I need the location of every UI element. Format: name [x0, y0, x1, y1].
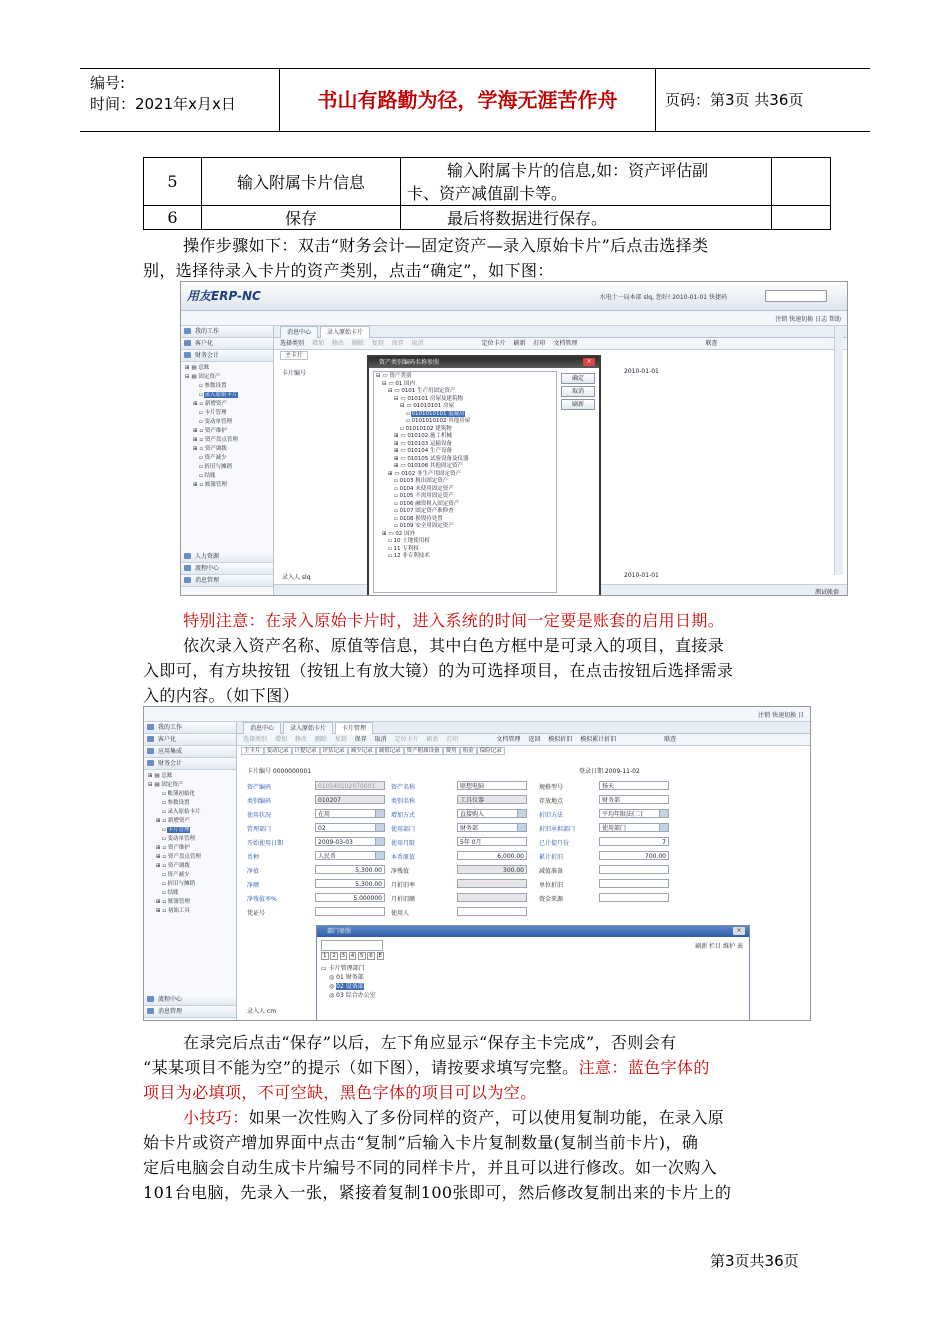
field-label: 净残值率% [247, 896, 277, 903]
search-icon[interactable] [517, 810, 526, 817]
dep-cost-dept-field[interactable]: 使用部门 [599, 823, 669, 832]
nav-tree [144, 770, 236, 916]
tree-node[interactable]: ⊟ ▭ 资产类别 [376, 373, 412, 379]
tree-node[interactable]: ▫ 0101010102 其他房屋 [406, 418, 471, 424]
field-label: 资产编码 [247, 784, 272, 791]
tab-enter-card[interactable]: 录入原始卡片 [283, 722, 333, 734]
tree-node[interactable]: ⊞ ▫ 资产盘点管理 [193, 437, 238, 443]
screenshot-select-category [180, 281, 848, 596]
field-label: 资金来源 [539, 896, 564, 903]
level-buttons [321, 953, 384, 959]
tree-node[interactable]: ▫ 账簿初始化 [162, 791, 195, 797]
tree-node[interactable]: ⊟ ▭ 01010101 房屋 [400, 403, 455, 409]
field-label: 已计提月份 [539, 840, 570, 847]
recorder-label: 录入人 cm [247, 1008, 277, 1015]
close-icon[interactable]: × [733, 927, 745, 935]
tree-node[interactable]: ⊞ ▭ 010105 试验设备及仪器 [394, 455, 469, 462]
field-label: 增加方式 [391, 812, 416, 819]
nav-customize[interactable]: 客户化 [181, 338, 273, 350]
refresh-button[interactable]: 刷新 [561, 399, 595, 410]
acc-dep-field[interactable]: 700.00 [599, 851, 669, 860]
tab-card-management[interactable]: 卡片管理 [335, 722, 373, 734]
impairment-field[interactable] [599, 865, 669, 874]
print-button[interactable]: 打印 [446, 736, 459, 743]
tree-node[interactable]: ▫ 参数设置 [199, 383, 227, 389]
tree-node[interactable]: ⊞ ▫ 资产盘点管理 [156, 854, 201, 860]
tree-node[interactable]: ▫ 变动单管理 [199, 419, 232, 425]
dialog-title: 部门参照 × [317, 926, 749, 937]
tab-strip [237, 722, 810, 734]
field-label: 单位折旧 [539, 882, 564, 889]
add-method-field[interactable]: 直接购入 [457, 809, 527, 818]
simulate-acc-dep-button[interactable]: 模拟累计折旧 [580, 736, 617, 743]
refresh-button[interactable]: 刷新 [426, 736, 439, 743]
search-icon[interactable] [375, 810, 384, 817]
department-dialog [316, 925, 750, 1021]
tree-node[interactable]: ▭ 卡片管理部门 [321, 965, 365, 972]
header-page-label: 页码：第3页 共36页 [665, 91, 804, 109]
status-text: 测试帐套 [814, 589, 839, 596]
tree-node[interactable]: ⊞ ▭ 010103 运输设备 [394, 440, 453, 447]
search-icon[interactable] [659, 810, 668, 817]
currency-field[interactable]: 人民币 [315, 851, 385, 860]
nav-hr[interactable]: 人力资源 [181, 551, 273, 563]
location-field[interactable]: 财务部 [599, 795, 669, 804]
header-meta [80, 69, 280, 131]
locate-card-button[interactable]: 定位卡片 [481, 340, 506, 347]
scrollbar[interactable] [834, 326, 843, 575]
nav-process-center[interactable]: 流程中心 [144, 994, 236, 1006]
table-row [144, 158, 831, 206]
tree-node[interactable]: ⊞ ▫ 资产调拨 [156, 863, 190, 869]
top-actions-bar [144, 707, 810, 722]
field-label: 折旧方法 [539, 812, 564, 819]
subtab[interactable]: 减少记录 [348, 747, 376, 755]
tree-node[interactable]: ▫ 0104 未使用固定资产 [394, 485, 454, 492]
tab-main-card[interactable]: 主卡片 [280, 351, 308, 360]
paragraph-steps-intro: 操作步骤如下：双击“财务会计—固定资产—录入原始卡片”后点击选择类 别，选择待录入卡片的资产类别，点击“确定”，如下图： [143, 236, 709, 280]
card-subtabs [237, 746, 810, 757]
search-icon[interactable] [375, 852, 384, 859]
action-toolbar [237, 734, 810, 746]
level-button[interactable]: 6 [369, 953, 373, 959]
dept-tree [321, 964, 376, 1000]
left-nav [144, 722, 237, 1020]
print-button[interactable]: 打印 [533, 340, 546, 347]
tree-node[interactable]: ▫ 资产减少 [162, 872, 190, 878]
nav-finance[interactable]: 财务会计 [144, 758, 236, 770]
category-name-field: 工具仪器 [457, 795, 527, 804]
tree-node[interactable]: ▫ 资产减少 [199, 455, 227, 461]
tree-node[interactable]: ⊞ ▫ 账簿管理 [156, 899, 190, 905]
page-footer: 第3页共36页 [710, 1252, 799, 1270]
app-topbar [181, 282, 847, 311]
tree-node[interactable]: ⊟ ▭ 0101 生产用固定资产 [388, 388, 456, 394]
tree-node[interactable]: ▫ 卡片管理 [199, 410, 227, 416]
tree-node[interactable]: ◎ 01 财务部 [329, 974, 364, 981]
level-button[interactable]: 3 [341, 953, 345, 959]
select-category-button[interactable]: 选择类别 [280, 340, 305, 347]
subtab[interactable]: 资产附属设备 [404, 747, 443, 755]
level-button[interactable]: 2 [332, 953, 336, 959]
nav-app-integration[interactable]: 应用集成 [144, 746, 236, 758]
tree-node[interactable]: ⊞ ▫ 资产调拨 [193, 446, 227, 452]
step-number: 5 [144, 158, 202, 206]
nav-messages[interactable]: 消息管理 [181, 575, 273, 587]
asset-name-field[interactable]: 联想电脑 [457, 781, 527, 790]
action-toolbar [274, 338, 847, 350]
fund-source-field[interactable] [599, 893, 669, 902]
tree-node[interactable]: ⊟ ▤ 固定资产 [148, 782, 184, 788]
tree-node[interactable]: ⊞ ▫ 账簿管理 [193, 482, 227, 488]
tree-node[interactable]: ▫ 0107 固定资产准修查 [394, 508, 454, 514]
tab-enter-card[interactable]: 录入原始卡片 [320, 326, 370, 338]
cancel-button[interactable]: 取消 [374, 736, 387, 743]
tree-node[interactable]: ⊞ ▫ 新增资产 [156, 818, 190, 824]
tree-node[interactable]: ▫ 01010102 建筑物 [400, 425, 452, 432]
tree-node[interactable]: ▫ 0106 融资租入固定资产 [394, 500, 460, 507]
add-button[interactable]: 增加 [274, 736, 287, 743]
level-button[interactable]: E [378, 953, 382, 959]
field-label: 折旧承担部门 [539, 826, 576, 833]
net-amount-field[interactable]: 5,300.00 [315, 879, 385, 888]
use-dept-field[interactable]: 财务部 [457, 823, 527, 832]
step-description: 最后将数据进行保存。 [401, 206, 772, 230]
quick-code-input[interactable] [765, 290, 827, 302]
category-dialog [367, 355, 601, 596]
level-button[interactable]: 5 [360, 953, 364, 959]
paragraph-tip: 小技巧：如果一次性购入了多份同样的资产，可以使用复制功能，在录入原 始卡片或资产增加界面中点击“复制”后输入卡片复制数量(复制当前卡片)，确 定后电脑会自动生成卡片编号不同的同样卡片，并且可以进行修改。如一次购入 101台电脑，先录入一张，紧接着复制100张即可，然后修改复制出来的卡片上的 [143, 1108, 732, 1202]
time-label: 时间：2021年x月x日 [90, 95, 236, 113]
tree-node[interactable]: ▫ 0109 安全用固定资产 [394, 523, 454, 529]
date-value: 2010-01-01 [624, 368, 659, 375]
tree-node[interactable]: ⊞ ▤ 总账 [148, 773, 173, 779]
reg-date-label: 登录日期 2009-11-02 [579, 768, 640, 775]
select-category-button[interactable]: 选择类别 [243, 736, 268, 743]
steps-table [143, 157, 831, 230]
subtab[interactable]: 保险记录 [477, 747, 505, 755]
copy-button[interactable]: 复制 [334, 736, 347, 743]
tree-node[interactable]: ▫ 录入原始卡片 [199, 392, 238, 398]
chevron-down-icon[interactable] [659, 824, 668, 831]
mgmt-dept-field[interactable]: 02 [315, 823, 385, 832]
top-actions[interactable]: 注销 快速切换 日 [758, 712, 804, 719]
monthly-dep-field [457, 893, 527, 902]
field-label: 凭证号 [247, 910, 266, 917]
step-note [772, 158, 831, 206]
level-button[interactable]: 4 [350, 953, 355, 959]
subtab[interactable]: 计提记录 [292, 747, 320, 755]
subtab[interactable]: 评估记录 [320, 747, 348, 755]
original-value-field[interactable]: 6,000.00 [457, 851, 527, 860]
field-label: 月折旧额 [391, 896, 416, 903]
tree-node[interactable]: ⊟ ▤ 固定资产 [185, 374, 221, 380]
tree-node[interactable]: ◎ 03 综合办公室 [329, 992, 376, 999]
tab-strip [274, 326, 847, 338]
tree-node[interactable]: ▫ 折旧与摊销 [199, 464, 232, 470]
field-label: 减值准备 [539, 868, 564, 875]
screenshot-card-entry [143, 706, 811, 1021]
field-label: 币种 [247, 854, 260, 861]
note-login-date: 特别注意：在录入原始卡片时，进入系统的时间一定要是账套的启用日期。 [183, 611, 725, 630]
category-tree [373, 371, 557, 593]
delete-button[interactable]: 删除 [351, 340, 364, 347]
tree-node[interactable]: ⊞ ▫ 初始工具 [156, 908, 190, 914]
tree-node[interactable]: ▫ 结账 [162, 890, 179, 896]
tree-node[interactable]: ▫ 0105 不需用固定资产 [394, 493, 454, 499]
salvage-rate-field[interactable]: 5.000000 [315, 893, 385, 902]
step-description: 输入附属卡片的信息,如：资产评估副 卡、资产减值副卡等。 [401, 158, 772, 206]
field-label: 管理部门 [247, 826, 272, 833]
page-header [80, 68, 870, 132]
subtab[interactable]: 减值记录 [376, 747, 404, 755]
close-icon[interactable]: × [583, 358, 595, 366]
code-label: 编号: [90, 74, 126, 92]
field-label: 月折旧率 [391, 882, 416, 889]
nav-finance[interactable]: 财务会计 [181, 350, 273, 362]
field-label: 类别名称 [391, 798, 416, 805]
tree-node[interactable]: ⊞ ▭ 010106 其他固定资产 [394, 463, 464, 469]
subtab[interactable]: 租金 [460, 747, 477, 755]
link-query-button[interactable]: 联查 [664, 736, 677, 743]
level-button[interactable]: 1 [323, 953, 327, 959]
table-row [144, 206, 831, 230]
field-label: 使用状况 [247, 812, 272, 819]
card-no-label: 卡片编号 [282, 370, 307, 377]
tab-message-center[interactable]: 消息中心 [280, 326, 318, 338]
field-label: 净额 [247, 882, 260, 889]
simulate-dep-button[interactable]: 模拟折旧 [548, 736, 573, 743]
category-code-field: 010207 [315, 795, 385, 804]
save-button[interactable]: 保存 [391, 340, 404, 347]
tab-message-center[interactable]: 消息中心 [243, 722, 281, 734]
step-name: 保存 [202, 206, 401, 230]
spec-field[interactable]: 扬天 [599, 781, 669, 790]
search-icon[interactable] [375, 824, 384, 831]
field-label: 开始使用日期 [247, 840, 284, 847]
tree-node[interactable]: ⊞ ▭ 02 国外 [382, 530, 416, 537]
field-label: 类别编码 [247, 798, 272, 805]
search-icon[interactable] [517, 824, 526, 831]
return-button[interactable]: 返回 [528, 736, 541, 743]
tree-node[interactable]: ▫ 变动单管理 [162, 836, 195, 842]
tree-node[interactable]: ⊞ ▤ 总账 [185, 365, 210, 371]
asset-code-field: 010540102070001 [315, 781, 385, 790]
copy-button[interactable]: 复制 [371, 340, 384, 347]
dep-method-field[interactable]: 平均年限法(二) [599, 809, 669, 818]
left-nav [181, 326, 274, 595]
net-value-field[interactable]: 5,300.00 [315, 865, 385, 874]
subtab[interactable]: 主卡片 [241, 747, 264, 755]
paragraph-save: 在录完后点击“保存”以后，左下角应显示“保存主卡完成”，否则会有 “某某项目不能为空”的提示（如下图），请按要求填写完整。注意：蓝色字体的 项目为必填项，不可空缺，黑色字体的项目可以为空。 [143, 1033, 710, 1102]
cancel-button[interactable]: 取消 [561, 386, 595, 397]
tree-node[interactable]: ⊞ ▭ 010104 生产设备 [394, 448, 453, 454]
recorder-label: 录入人 slq [282, 574, 311, 581]
header-motto: 书山有路勤为径，学海无涯苦作舟 [280, 69, 656, 131]
tree-node[interactable]: ▫ 10 土地使用权 [388, 538, 430, 544]
ok-button[interactable]: 确定 [561, 373, 595, 384]
field-label: 规格型号 [539, 784, 564, 791]
tree-node[interactable]: ▫ 12 非专利技术 [388, 553, 430, 559]
top-actions-bar [181, 311, 847, 326]
tree-node[interactable]: ⊞ ▫ 新增资产 [193, 401, 227, 407]
locate-card-button[interactable]: 定位卡片 [394, 736, 419, 743]
dialog-toolbar[interactable]: 刷新 栏目 维护 表 [695, 943, 743, 950]
search-input[interactable] [321, 940, 383, 951]
tree-node[interactable]: ▫ 折旧与摊销 [162, 881, 195, 887]
refresh-button[interactable]: 刷新 [513, 340, 526, 347]
step-name: 输入附属卡片信息 [202, 158, 401, 206]
field-label: 使用月限 [391, 840, 416, 847]
add-button[interactable]: 增加 [311, 340, 324, 347]
tree-node[interactable]: ▫ 11 专利权 [388, 545, 419, 552]
field-label: 使用人 [391, 910, 410, 917]
nav-my-work[interactable]: 我的工作 [181, 326, 273, 338]
accrued-months-field[interactable]: 7 [599, 837, 669, 846]
tree-node[interactable]: ⊞ ▭ 0102 非生产用固定资产 [388, 470, 462, 477]
field-label: 净值 [247, 868, 260, 875]
nav-messages[interactable]: 消息管理 [144, 1006, 236, 1018]
tree-node[interactable]: ⊞ ▫ 资产维护 [156, 845, 190, 851]
tree-node[interactable]: ⊟ ▭ 01 国内 [382, 380, 416, 387]
step-note [772, 206, 831, 230]
user-field[interactable] [457, 907, 527, 916]
nav-process-center[interactable]: 流程中心 [181, 563, 273, 575]
use-status-field[interactable]: 在用 [315, 809, 385, 818]
field-label: 使用部门 [391, 826, 416, 833]
top-actions[interactable]: 注销 快速切换 日志 帮助 [775, 316, 841, 323]
tree-node[interactable]: ⊞ ▫ 资产维护 [193, 428, 227, 434]
use-months-field[interactable]: 5年 0月 [457, 837, 527, 846]
doc-manage-button[interactable]: 文档管理 [553, 340, 578, 347]
edit-button[interactable]: 修改 [331, 340, 344, 347]
subtab[interactable]: 变动记录 [264, 747, 292, 755]
voucher-field[interactable] [315, 907, 385, 916]
tree-node[interactable]: ▫ 卡片管理 [162, 827, 190, 833]
field-label: 存放地点 [539, 798, 564, 805]
user-info: 水电十一局本部 slq, 您好! 2010-01-01 快捷码 [599, 294, 727, 301]
tree-node[interactable]: ▫ 0108 损毁待处置 [394, 515, 443, 522]
nav-my-work[interactable]: 我的工作 [144, 722, 236, 734]
nav-customize[interactable]: 客户化 [144, 734, 236, 746]
edit-button[interactable]: 修改 [294, 736, 307, 743]
unit-dep-field[interactable] [599, 879, 669, 888]
step-number: 6 [144, 206, 202, 230]
monthly-rate-field [457, 879, 527, 888]
paragraph-enter-info: 依次录入资产名称、原值等信息，其中白色方框中是可录入的项目，直接录 入即可，有方块按钮（按钮上有放大镜）的为可选择项目，在点击按钮后选择需录 入的内容。（如下图） [143, 636, 734, 705]
field-label: 资产名称 [391, 784, 416, 791]
field-label: 净残值 [391, 868, 410, 875]
link-query-button[interactable]: 联查 [705, 340, 718, 347]
tree-node[interactable]: ⊞ ▭ 010102 施工机械 [394, 433, 453, 439]
tree-node[interactable]: ▫ 录入原始卡片 [162, 809, 201, 815]
tree-node[interactable]: ▫ 0103 租出固定资产 [394, 478, 449, 484]
doc-manage-button[interactable]: 文档管理 [496, 736, 521, 743]
tree-node[interactable]: ⊟ ▭ 010101 房屋及建筑物 [394, 395, 464, 402]
card-no-label: 卡片编号 0000000001 [247, 768, 312, 775]
dialog-title: 资产类别编码名称参照 × [369, 357, 599, 368]
date-value: 2010-01-01 [624, 572, 659, 579]
app-logo: 用友ERP-NC [187, 289, 261, 303]
field-label: 本币原值 [391, 854, 416, 861]
tree-node[interactable]: ▫ 参数设置 [162, 800, 190, 806]
tree-node[interactable]: ▫ 0101010101 混凝房 [406, 410, 465, 417]
delete-button[interactable]: 删除 [314, 736, 327, 743]
tree-node[interactable]: ▫ 结账 [199, 473, 216, 479]
start-date-field[interactable]: 2009-03-03 [315, 837, 385, 846]
tree-node[interactable]: ◎ 02 设备部 [329, 983, 364, 990]
calendar-icon[interactable] [375, 838, 384, 845]
nav-tree [181, 362, 273, 490]
field-label: 累计折旧 [539, 854, 564, 861]
subtab[interactable]: 费用 [443, 747, 460, 755]
cancel-button[interactable]: 取消 [411, 340, 424, 347]
salvage-field: 300.00 [457, 865, 527, 874]
save-button[interactable]: 保存 [354, 736, 367, 743]
